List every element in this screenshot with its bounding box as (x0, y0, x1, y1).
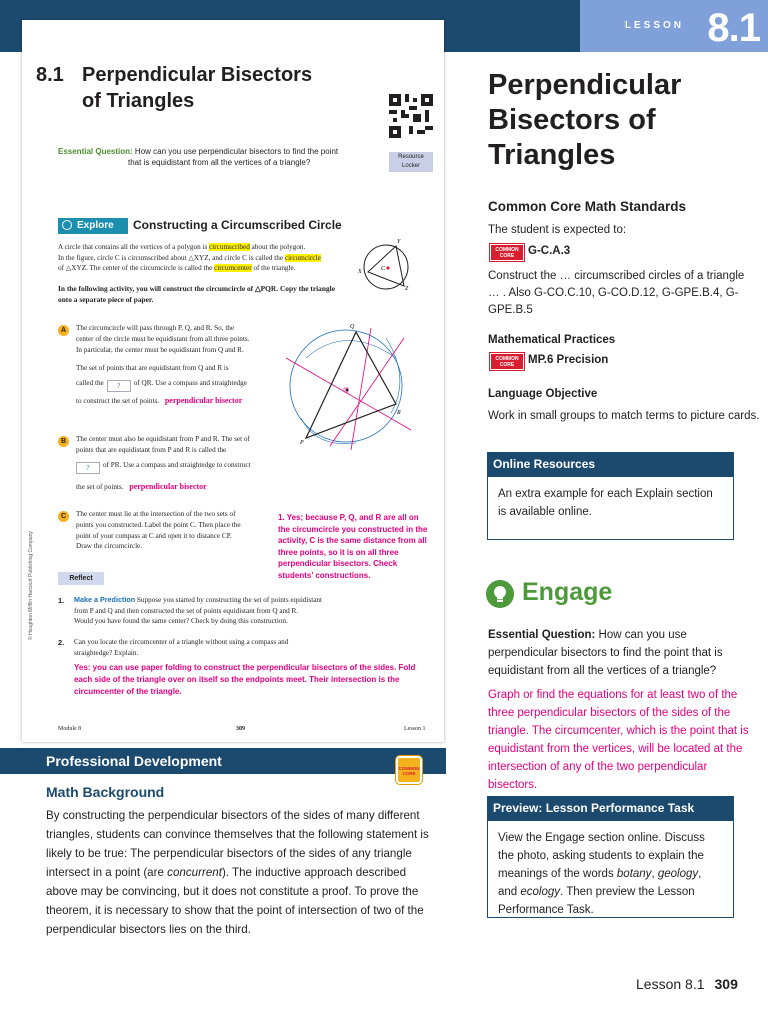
step-c-text (76, 509, 276, 552)
cc-badge-line: COMMON (495, 247, 519, 253)
cc-badge-line: COMMON (495, 356, 519, 362)
step-a-answer: perpendicular bisector (164, 396, 243, 406)
step-a-line: In particular, the center must be equidistant from Q and R. (76, 345, 244, 354)
q2-text (74, 637, 424, 658)
preview-body (487, 820, 734, 918)
standard-label: G-C.A.3 (528, 245, 571, 257)
common-core-badge (490, 353, 524, 370)
eq-text: How can you use perpendicular bisectors to find the point (134, 147, 339, 156)
step-a-line: called the (76, 379, 104, 388)
math-background-text (46, 806, 436, 939)
preview-text: . Then preview the Lesson Performance Task. (498, 886, 695, 916)
pqr-construction-figure (286, 318, 416, 453)
label-r: R (397, 410, 401, 416)
mp-heading: Mathematical Practices (488, 334, 616, 346)
step-c-line: point of your compass at C and open it to distance CP. (76, 531, 232, 540)
engage-q-text: How can you use perpendicular bisectors to find the point that is equidistant from all the vertices of a triangle? (488, 629, 723, 677)
cc-icon-line: COMMON (398, 766, 420, 771)
explore-text-2: In the figure, circle C is circumscribed about △XYZ, and circle C is called the (58, 253, 285, 262)
explore-text-3b: of the triangle. (251, 264, 296, 273)
term-circumcenter: circumcenter (214, 264, 252, 273)
step-a-line: The set of points that are equidistant from Q and R is (76, 364, 229, 373)
step-c-line: The center must lie at the intersection of the two sets of (76, 510, 236, 518)
engage-essential-question (488, 626, 750, 680)
student-footer-page: 309 (236, 726, 245, 732)
online-resources-header: Online Resources (487, 452, 734, 476)
term-concurrent: concurrent (167, 866, 222, 879)
cc-badge-line: CORE (499, 362, 515, 368)
ccms-heading: Common Core Math Standards (488, 199, 687, 214)
step-b-line: the set of points. (76, 482, 124, 491)
common-core-badge (490, 244, 524, 261)
preview-text: View the Engage section online. Discuss the photo, asking students to explain the meanings of the words (498, 832, 705, 880)
engage-title: Engage (522, 578, 613, 606)
student-footer-lesson: Lesson 1 (404, 726, 426, 732)
explore-text-3: of △XYZ. The center of the circumcircle is called the (58, 264, 215, 273)
copyright-notice: © Houghton Mifflin Harcourt Publishing Company (28, 531, 34, 640)
lesson-title: Perpendicular Bisectors of Triangles (488, 69, 682, 171)
essential-question (58, 146, 378, 168)
term-botany: botany (616, 868, 652, 880)
step-b-marker: B (58, 436, 69, 447)
preview-text: , and (498, 868, 702, 898)
mb-text-part: By constructing the perpendicular bisectors of the sides of many different triangles, students can convince themselves that the following statement is likely to be true: The perpendicular bisectors of the sides of any triangle intersect in a point (are (46, 809, 429, 879)
cc-badge-line: CORE (499, 253, 515, 259)
explore-instructions: In the following activity, you will construct the circumcircle of △PQR. Copy the triangle onto a separate piece of paper. (58, 284, 335, 304)
reflect-badge: Reflect (58, 572, 104, 585)
label-x: X (358, 269, 362, 275)
explore-text-1b: about the polygon. (249, 243, 306, 251)
q1-label: Make a Prediction (74, 595, 136, 604)
step-b-line: points that are equidistant from P and R is called the (76, 445, 227, 454)
lesson-tab (580, 0, 768, 52)
step-a-line: The circumcircle will pass through P, Q, and R. So, the (76, 324, 235, 332)
step-b-answer: perpendicular bisector (129, 481, 207, 491)
mp-standard: MP.6 Precision (528, 354, 609, 366)
mb-text-part: ). The inductive approach described above may be convincing, but it does not constitute a proof. To prove the theorem, it is necessary to show that the point of intersection of two of the perpendicular bisectors lies on the third. (46, 866, 424, 936)
step-a-text (76, 323, 286, 407)
step-b-text (76, 434, 286, 492)
lesson-word: LESSON (624, 20, 684, 31)
step-a-line: center of the circle must be equidistant from all three points. (76, 334, 250, 343)
engage-answer: Graph or find the equations for at least two of the three perpendicular bisectors of the sides of the triangle. The circumcenter, which is the point that is equidistant from the vertices, will be located at the intersection of any of the two perpendicular bisectors. (488, 689, 749, 791)
answer-box-b[interactable]: ? (76, 462, 100, 474)
step-b-line: The center must also be equidistant from P and R. The set of (76, 435, 250, 443)
answer-box-a[interactable]: ? (107, 380, 131, 392)
q2-line: Can you locate the circumcenter of a triangle without using a compass and (74, 638, 289, 646)
cc-icon-line: CORE (402, 771, 416, 776)
label-y: Y (397, 239, 401, 245)
title-line-2: of Triangles (82, 90, 195, 112)
online-resources-body: An extra example for each Explain section is available online. (487, 476, 734, 540)
step-c-line: Draw the circumcircle. (76, 542, 143, 551)
eq-label: Essential Question: (58, 147, 133, 156)
footer-lesson-label: Lesson 8.1 (636, 976, 705, 992)
step-b-line: of PR. Use a compass and straightedge to construct (103, 460, 251, 469)
student-footer-module: Module 8 (58, 726, 82, 732)
q1-line: Would you have found the same center? Check by doing this construction. (74, 617, 288, 626)
title-line-1: Perpendicular Bisectors (82, 64, 313, 86)
qr-code-icon[interactable] (389, 94, 433, 138)
step-c-line: points you constructed. Label the point C. Then place the (76, 520, 241, 529)
answer-1: 1. Yes; because P, Q, and R are all on the circumcircle you constructed in the activity, C is the same distance from all three points, so it is on all three perpendicular bisectors. Check students’ constructions. (278, 513, 428, 580)
resource-locker-line-1: Resource (398, 154, 424, 160)
eq-text-2: that is equidistant from all the vertices of a triangle? (128, 158, 311, 167)
resource-locker-line-2: Locker (401, 163, 420, 169)
preview-header: Preview: Lesson Performance Task (487, 796, 734, 820)
explore-text-1: A circle that contains all the vertices of a polygon is (58, 243, 210, 251)
footer-page-number: 309 (714, 976, 738, 992)
explore-badge (58, 218, 128, 234)
q1-text (74, 595, 424, 627)
q1-line: from P and Q and then constructed the set of points equidistant from Q and R. (74, 606, 299, 615)
circumscribed-circle-figure (356, 236, 426, 296)
explore-title: Constructing a Circumscribed Circle (133, 218, 342, 232)
label-p: P (300, 440, 304, 446)
term-ecology: ecology (520, 886, 561, 898)
lightbulb-icon (486, 580, 514, 608)
label-z: Z (405, 286, 409, 292)
engage-q-label: Essential Question: (488, 629, 596, 641)
term-circumscribed: circumscribed (209, 243, 250, 251)
language-objective-heading: Language Objective (488, 388, 598, 400)
professional-development-title: Professional Development (46, 753, 222, 769)
q2-line: straightedge? Explain. (74, 648, 139, 657)
q2-number: 2. (58, 638, 65, 647)
q1-number: 1. (58, 596, 65, 605)
term-circumcircle: circumcircle (284, 253, 321, 262)
label-c: C (381, 266, 386, 272)
step-a-line: of QR. Use a compass and straightedge (133, 379, 247, 388)
preview-text: , (651, 868, 658, 880)
step-a-line: to construct the set of points. (76, 397, 160, 406)
language-objective-text: Work in small groups to match terms to picture cards. (488, 410, 760, 422)
expected-text: The student is expected to: (488, 224, 627, 236)
standard-text: Construct the … circumscribed circles of a triangle … . Also G-CO.C.10, G-CO.D.12, G-GPE.B.4, G-GPE.B.5 (488, 270, 745, 316)
explore-intro (58, 242, 348, 274)
explore-badge-label: Explore (77, 220, 114, 231)
q1-line: Suppose you started by constructing the set of points equidistant (136, 596, 322, 604)
lesson-number: 8.1 (707, 6, 760, 50)
term-geology: geology (657, 868, 699, 880)
math-background-title: Math Background (46, 784, 165, 800)
step-a-marker: A (58, 325, 69, 336)
q2-answer: Yes: you can use paper folding to construct the perpendicular bisectors of the sides. Fold each side of the triangle over on itself so the endpoints meet. Their intersection is the circumcenter of the triangle. (74, 663, 416, 696)
explore-icon (62, 220, 72, 230)
resource-locker-button[interactable] (389, 152, 433, 172)
student-page-title (36, 62, 336, 114)
step-c-marker: C (58, 511, 69, 522)
page-footer (636, 976, 738, 992)
common-core-icon (396, 756, 422, 784)
label-q: Q (350, 324, 355, 330)
title-number: 8.1 (36, 64, 64, 86)
